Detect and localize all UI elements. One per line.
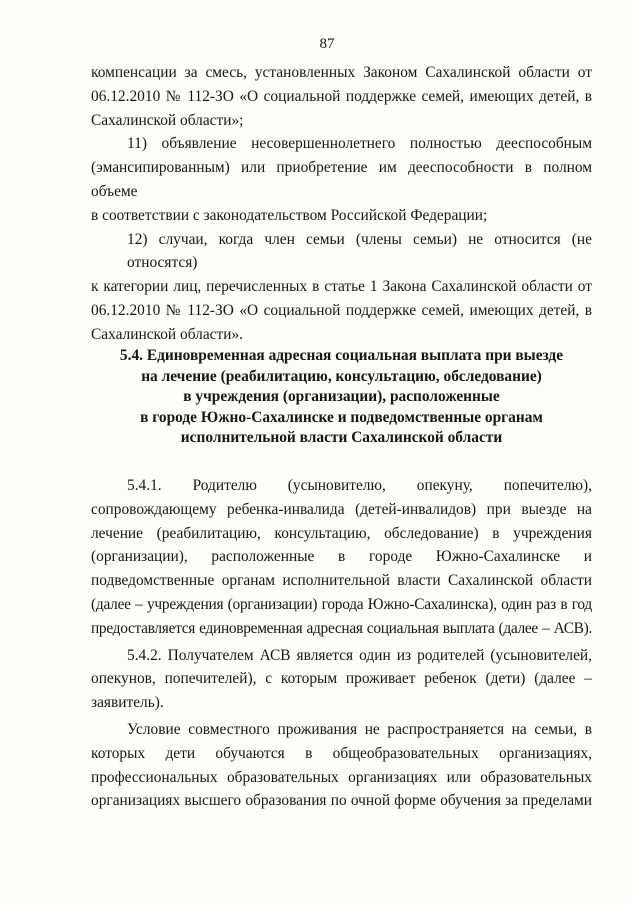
heading-line: исполнительной власти Сахалинской области (180, 429, 503, 446)
text-line: в соответствии с законодательством Российской Федерации; (91, 206, 488, 224)
text-line: профессиональных образовательных организациях или образовательных (91, 768, 592, 786)
section-heading (91, 346, 592, 449)
bottom-text-block (91, 474, 592, 813)
heading-line: в городе Южно-Сахалинске и подведомственные органам (140, 408, 543, 426)
text-line: лечение (реабилитацию, консультацию, обследование) в учреждения (91, 524, 592, 542)
text-line: 12) случаи, когда член семьи (члены семьи) не относится (не относятся) (127, 230, 592, 272)
text-line: (организации), расположенные в городе Южно-Сахалинске и (91, 548, 592, 566)
text-line: сопровождающему ребенка-инвалида (детей-инвалидов) при выезде на (91, 500, 592, 518)
text-line: предоставляется единовременная адресная социальная выплата (далее – АСВ). (91, 619, 592, 637)
paragraph-cohabitation (91, 718, 592, 813)
text-line: 06.12.2010 № 112-ЗО «О социальной поддержке семей, имеющих детей, в (91, 87, 592, 105)
text-line: подведомственные органам исполнительной власти Сахалинской области (91, 572, 592, 590)
text-line: 5.4.2. Получателем АСВ является один из родителей (усыновителей, (127, 646, 592, 664)
text-line: (далее – учреждения (организации) города Южно-Сахалинска), один раз в год (91, 595, 592, 613)
text-line: заявитель). (91, 694, 164, 712)
text-line: Сахалинской области»; (91, 111, 244, 129)
paragraph-continuation (91, 61, 592, 132)
top-text-block (91, 61, 592, 347)
text-line: организациях высшего образования по очной форме обучения за пределами (91, 792, 592, 810)
text-line: 06.12.2010 № 112-ЗО «О социальной поддержке семей, имеющих детей, в (91, 301, 592, 319)
heading-line: на лечение (реабилитацию, консультацию, обследование) (141, 367, 542, 385)
text-line: компенсации за смесь, установленных Законом Сахалинской области от (91, 64, 592, 81)
text-line: которых дети обучаются в общеобразовательных организациях, (91, 744, 592, 762)
heading-line: в учреждения (организации), расположенные (183, 388, 500, 405)
paragraph-5-4-2 (91, 644, 592, 715)
paragraph-5-4-1 (91, 474, 592, 641)
text-line: 11) объявление несовершеннолетнего полностью дееспособным (127, 135, 592, 153)
paragraph-item-12 (91, 228, 592, 347)
heading-line: 5.4. Единовременная адресная социальная выплата при выезде (119, 347, 564, 364)
text-line: Условие совместного проживания не распространяется на семьи, в (127, 720, 592, 738)
text-line: Сахалинской области». (91, 325, 244, 343)
text-line: опекунов, попечителей), с которым проживает ребенок (дети) (далее – (91, 670, 592, 688)
text-line: 5.4.1. Родителю (усыновителю, опекуну, попечителю), (127, 477, 592, 494)
paragraph-item-11 (91, 132, 592, 227)
text-line: (эмансипированным) или приобретение им дееспособности в полном объеме (91, 159, 592, 200)
text-line: к категории лиц, перечисленных в статье 1 Закона Сахалинской области от (91, 278, 592, 296)
page-number: 87 (319, 36, 335, 52)
